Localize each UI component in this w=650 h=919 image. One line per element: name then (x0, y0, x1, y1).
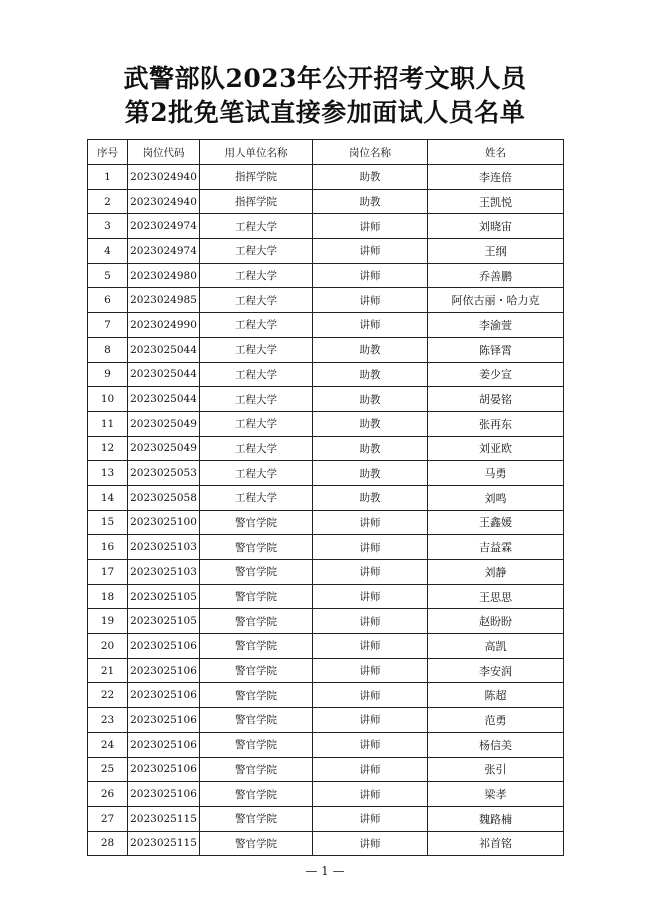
cell-position-code: 2023024940 (128, 165, 200, 190)
cell-position-code: 2023025044 (128, 362, 200, 387)
cell-employer: 警官学院 (200, 831, 313, 856)
cell-position-code: 2023024990 (128, 313, 200, 338)
cell-index: 20 (88, 634, 128, 659)
cell-position-name: 讲师 (313, 263, 428, 288)
table-row (88, 362, 564, 387)
cell-index: 14 (88, 485, 128, 510)
header-position-name: 岗位名称 (313, 140, 428, 165)
cell-name: 范勇 (428, 708, 564, 733)
cell-position-code: 2023025105 (128, 609, 200, 634)
cell-employer: 警官学院 (200, 609, 313, 634)
cell-index: 1 (88, 165, 128, 190)
cell-position-code: 2023025115 (128, 831, 200, 856)
cell-position-code: 2023025058 (128, 485, 200, 510)
cell-position-code: 2023025053 (128, 461, 200, 486)
cell-position-name: 讲师 (313, 831, 428, 856)
cell-index: 2 (88, 189, 128, 214)
cell-position-code: 2023025105 (128, 584, 200, 609)
table-row (88, 560, 564, 585)
cell-name: 王鑫媛 (428, 510, 564, 535)
table-row (88, 683, 564, 708)
table-row (88, 165, 564, 190)
cell-position-name: 助教 (313, 189, 428, 214)
cell-employer: 警官学院 (200, 757, 313, 782)
table-row (88, 214, 564, 239)
table-row (88, 189, 564, 214)
cell-employer: 工程大学 (200, 288, 313, 313)
table-row (88, 732, 564, 757)
cell-employer: 工程大学 (200, 436, 313, 461)
cell-index: 27 (88, 806, 128, 831)
cell-position-code: 2023025106 (128, 782, 200, 807)
cell-name: 姜少宣 (428, 362, 564, 387)
cell-employer: 工程大学 (200, 485, 313, 510)
cell-index: 15 (88, 510, 128, 535)
cell-position-name: 助教 (313, 337, 428, 362)
cell-employer: 警官学院 (200, 683, 313, 708)
cell-index: 5 (88, 263, 128, 288)
cell-position-name: 讲师 (313, 806, 428, 831)
cell-name: 陈超 (428, 683, 564, 708)
table-row (88, 584, 564, 609)
cell-employer: 工程大学 (200, 313, 313, 338)
cell-position-name: 助教 (313, 387, 428, 412)
document-title-line1: 武警部队2023年公开招考文职人员 (123, 64, 527, 93)
cell-position-code: 2023024974 (128, 214, 200, 239)
table-header-row (88, 140, 564, 165)
cell-name: 李安润 (428, 658, 564, 683)
cell-position-name: 助教 (313, 165, 428, 190)
cell-employer: 警官学院 (200, 535, 313, 560)
cell-position-name: 讲师 (313, 560, 428, 585)
cell-position-name: 讲师 (313, 757, 428, 782)
cell-index: 4 (88, 239, 128, 264)
cell-index: 10 (88, 387, 128, 412)
cell-position-name: 讲师 (313, 288, 428, 313)
cell-position-code: 2023025044 (128, 387, 200, 412)
cell-position-code: 2023025106 (128, 634, 200, 659)
cell-position-name: 讲师 (313, 609, 428, 634)
cell-index: 6 (88, 288, 128, 313)
candidate-table (87, 139, 564, 856)
cell-name: 张再东 (428, 411, 564, 436)
cell-position-name: 讲师 (313, 782, 428, 807)
cell-employer: 警官学院 (200, 584, 313, 609)
page-number: — 1 — (305, 864, 345, 878)
cell-position-code: 2023025044 (128, 337, 200, 362)
table-row (88, 634, 564, 659)
cell-employer: 警官学院 (200, 732, 313, 757)
cell-name: 王凯悦 (428, 189, 564, 214)
cell-position-name: 助教 (313, 461, 428, 486)
cell-employer: 工程大学 (200, 461, 313, 486)
cell-name: 赵盼盼 (428, 609, 564, 634)
cell-position-name: 讲师 (313, 239, 428, 264)
cell-position-name: 讲师 (313, 214, 428, 239)
cell-name: 杨信美 (428, 732, 564, 757)
cell-position-code: 2023025100 (128, 510, 200, 535)
cell-employer: 警官学院 (200, 560, 313, 585)
cell-position-name: 讲师 (313, 683, 428, 708)
cell-employer: 工程大学 (200, 337, 313, 362)
cell-employer: 警官学院 (200, 782, 313, 807)
cell-position-name: 讲师 (313, 313, 428, 338)
table-row (88, 757, 564, 782)
cell-employer: 工程大学 (200, 387, 313, 412)
table-row (88, 313, 564, 338)
cell-index: 23 (88, 708, 128, 733)
cell-index: 22 (88, 683, 128, 708)
cell-position-name: 讲师 (313, 584, 428, 609)
table-row (88, 485, 564, 510)
cell-employer: 工程大学 (200, 362, 313, 387)
cell-index: 17 (88, 560, 128, 585)
cell-name: 吉益霖 (428, 535, 564, 560)
cell-index: 28 (88, 831, 128, 856)
cell-index: 13 (88, 461, 128, 486)
cell-name: 梁孝 (428, 782, 564, 807)
cell-position-name: 助教 (313, 362, 428, 387)
cell-employer: 指挥学院 (200, 165, 313, 190)
table-row (88, 411, 564, 436)
cell-position-code: 2023025106 (128, 708, 200, 733)
cell-name: 魏路楠 (428, 806, 564, 831)
cell-index: 19 (88, 609, 128, 634)
header-employer: 用人单位名称 (200, 140, 313, 165)
cell-position-code: 2023025106 (128, 757, 200, 782)
cell-index: 3 (88, 214, 128, 239)
cell-name: 胡晏铭 (428, 387, 564, 412)
cell-position-code: 2023025049 (128, 411, 200, 436)
cell-employer: 警官学院 (200, 708, 313, 733)
cell-position-name: 讲师 (313, 658, 428, 683)
cell-index: 7 (88, 313, 128, 338)
cell-name: 刘晓宙 (428, 214, 564, 239)
cell-name: 李渝萱 (428, 313, 564, 338)
cell-position-code: 2023025103 (128, 535, 200, 560)
cell-index: 18 (88, 584, 128, 609)
table-body (88, 165, 564, 856)
cell-name: 李连倍 (428, 165, 564, 190)
cell-position-code: 2023025106 (128, 732, 200, 757)
cell-position-code: 2023025106 (128, 658, 200, 683)
cell-employer: 警官学院 (200, 658, 313, 683)
cell-position-name: 讲师 (313, 535, 428, 560)
cell-position-name: 助教 (313, 485, 428, 510)
table-row (88, 609, 564, 634)
cell-employer: 警官学院 (200, 806, 313, 831)
cell-name: 祁首铭 (428, 831, 564, 856)
cell-index: 8 (88, 337, 128, 362)
cell-position-code: 2023024940 (128, 189, 200, 214)
table-row (88, 708, 564, 733)
cell-index: 24 (88, 732, 128, 757)
cell-employer: 工程大学 (200, 411, 313, 436)
cell-index: 25 (88, 757, 128, 782)
cell-name: 王纲 (428, 239, 564, 264)
cell-position-code: 2023024974 (128, 239, 200, 264)
cell-employer: 工程大学 (200, 214, 313, 239)
cell-employer: 工程大学 (200, 263, 313, 288)
table-row (88, 782, 564, 807)
cell-name: 张引 (428, 757, 564, 782)
cell-index: 9 (88, 362, 128, 387)
cell-name: 刘亚欧 (428, 436, 564, 461)
cell-position-name: 讲师 (313, 732, 428, 757)
cell-position-name: 讲师 (313, 510, 428, 535)
cell-name: 王思思 (428, 584, 564, 609)
cell-name: 刘静 (428, 560, 564, 585)
cell-index: 26 (88, 782, 128, 807)
cell-name: 高凯 (428, 634, 564, 659)
table-row (88, 436, 564, 461)
table-row (88, 510, 564, 535)
document-title-line2: 第2批免笔试直接参加面试人员名单 (124, 98, 526, 127)
cell-name: 乔善鹏 (428, 263, 564, 288)
cell-position-name: 助教 (313, 411, 428, 436)
cell-name: 陈铎霄 (428, 337, 564, 362)
cell-employer: 指挥学院 (200, 189, 313, 214)
table-row (88, 535, 564, 560)
header-position-code: 岗位代码 (128, 140, 200, 165)
table-row (88, 658, 564, 683)
cell-position-name: 助教 (313, 436, 428, 461)
table-row (88, 387, 564, 412)
table-row (88, 461, 564, 486)
cell-position-name: 讲师 (313, 634, 428, 659)
cell-position-code: 2023025106 (128, 683, 200, 708)
cell-position-code: 2023024980 (128, 263, 200, 288)
cell-name: 刘鸣 (428, 485, 564, 510)
cell-employer: 警官学院 (200, 510, 313, 535)
cell-name: 马勇 (428, 461, 564, 486)
table-row (88, 806, 564, 831)
cell-position-code: 2023025049 (128, 436, 200, 461)
cell-index: 21 (88, 658, 128, 683)
table-row (88, 831, 564, 856)
table-row (88, 239, 564, 264)
cell-index: 16 (88, 535, 128, 560)
table-row (88, 337, 564, 362)
cell-position-code: 2023024985 (128, 288, 200, 313)
table-row (88, 288, 564, 313)
header-name: 姓名 (428, 140, 564, 165)
cell-index: 12 (88, 436, 128, 461)
cell-name: 阿依古丽・哈力克 (428, 288, 564, 313)
cell-employer: 工程大学 (200, 239, 313, 264)
cell-index: 11 (88, 411, 128, 436)
cell-employer: 警官学院 (200, 634, 313, 659)
header-index: 序号 (88, 140, 128, 165)
cell-position-name: 讲师 (313, 708, 428, 733)
cell-position-code: 2023025115 (128, 806, 200, 831)
table-row (88, 263, 564, 288)
cell-position-code: 2023025103 (128, 560, 200, 585)
